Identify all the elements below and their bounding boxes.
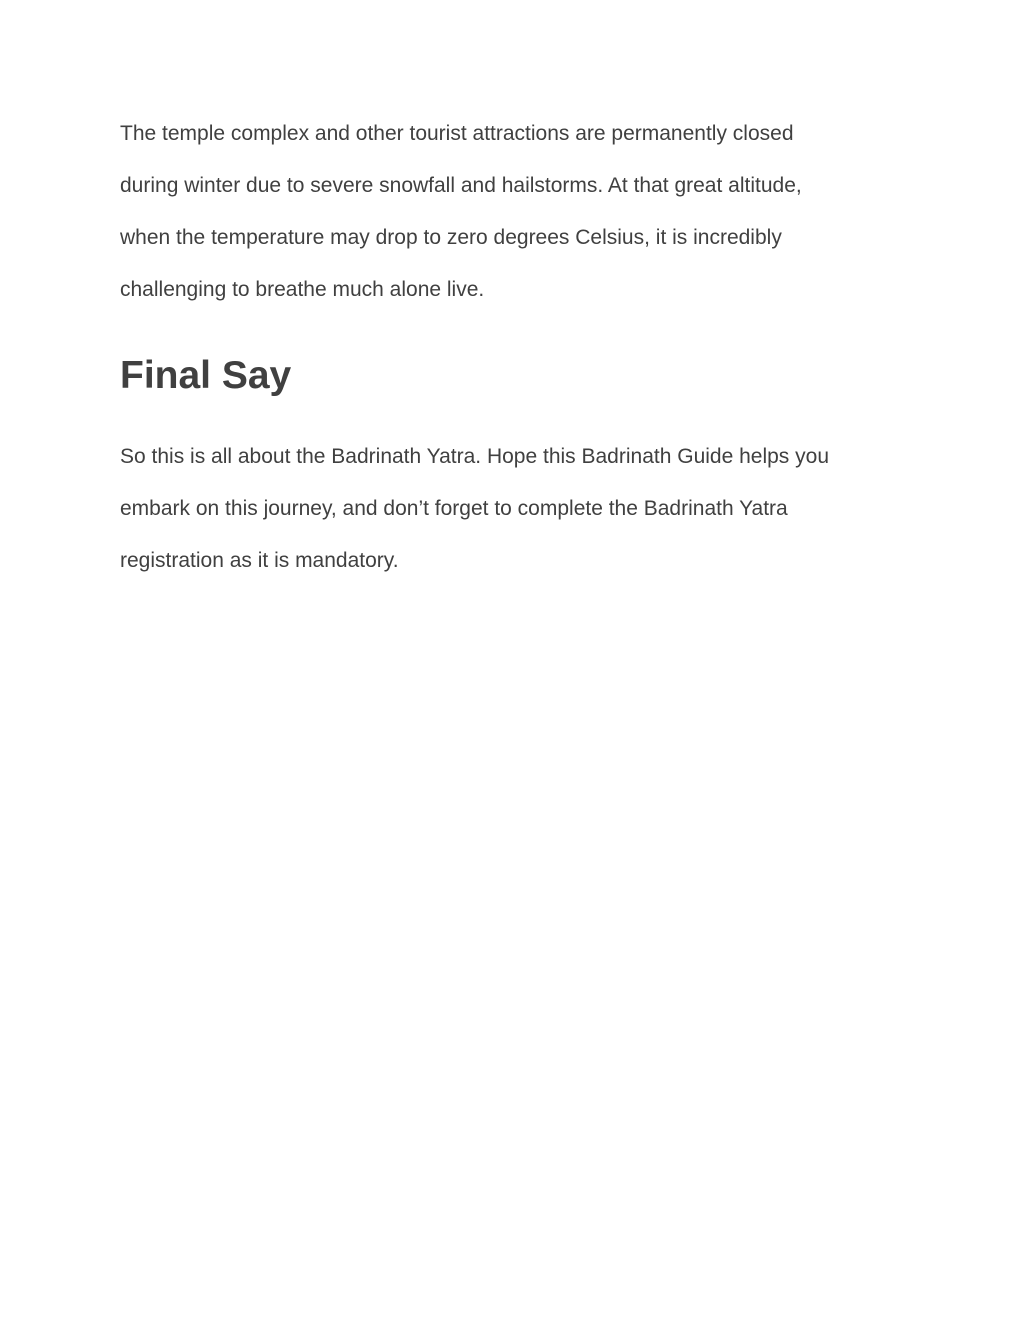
paragraph-line: during winter due to severe snowfall and hailstorms. At that great altitude, xyxy=(120,174,802,197)
final-say-paragraph xyxy=(120,431,829,587)
paragraph-line: challenging to breathe much alone live. xyxy=(120,278,485,301)
paragraph-line: The temple complex and other tourist attractions are permanently closed xyxy=(120,122,794,145)
paragraph-line: registration as it is mandatory. xyxy=(120,549,399,572)
final-say-heading: Final Say xyxy=(120,354,292,397)
winter-closure-paragraph xyxy=(120,108,802,316)
paragraph-line: when the temperature may drop to zero degrees Celsius, it is incredibly xyxy=(120,226,782,249)
paragraph-line: So this is all about the Badrinath Yatra. Hope this Badrinath Guide helps you xyxy=(120,445,829,468)
paragraph-line: embark on this journey, and don’t forget to complete the Badrinath Yatra xyxy=(120,497,788,520)
